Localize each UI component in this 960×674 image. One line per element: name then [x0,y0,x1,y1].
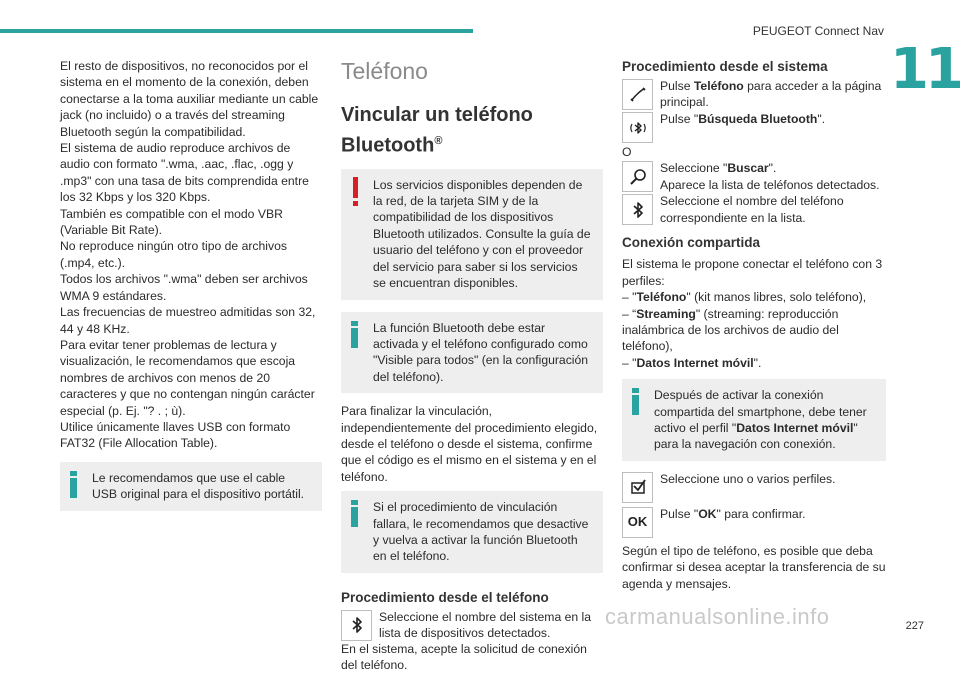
step [622,78,886,111]
bluetooth-search-icon [622,112,653,143]
paragraph: No reproduce ningún otro tipo de archivos (.mp4, etc.). [60,239,287,270]
info-icon [351,500,358,528]
step [622,193,886,226]
step [622,160,886,193]
bluetooth-icon [622,194,653,225]
warning-note [341,169,603,300]
step [622,471,886,504]
column-2 [341,58,603,674]
heading-text: Vincular un teléfono Bluetooth [341,104,533,157]
note-text: Le recomendamos que use el cable USB original para el dispositivo portátil. [92,470,305,502]
paragraph: Todos los archivos ".wma" deben ser archivos WMA 9 estándares. [60,272,308,303]
info-note [341,312,603,394]
paragraph: El sistema le propone conectar el teléfono con 3 perfiles: [622,257,883,288]
checkbox-icon [622,472,653,503]
registered-mark: ® [434,135,443,147]
paragraph: Para finalizar la vinculación, independientemente del procedimiento elegido, desde el teléfono o desde el sistema, confirme que el código es el mismo en el sistema y en el teléfono. [341,404,598,484]
heading-pair-bluetooth [341,102,603,159]
step [341,609,603,642]
info-icon [351,321,358,349]
note-text: Después de activar la conexión compartida del smartphone, debe tener activo el perfil "Datos Internet móvil" para la navegación con conexión. [654,388,867,452]
step-text: Pulse Teléfono para acceder a la página principal. [660,79,882,110]
info-note [60,462,322,511]
step-text: Seleccione el nombre del teléfono correspondiente en la lista. [660,194,844,225]
info-icon [632,388,639,416]
paragraph: En el sistema, acepte la solicitud de conexión del teléfono. [341,641,587,673]
header-bar [0,29,473,33]
info-icon [70,471,77,499]
paragraph: Para evitar tener problemas de lectura y visualización, le recomendamos que escoja nombres de archivos con menos de 20 caracteres y que no contengan ningún carácter especial (p. Ej. "? . ; ù). [60,337,315,418]
warning-text: Los servicios disponibles dependen de la red, de la tarjeta SIM y de la compatibilidad de los dispositivos Bluetooth utilizados. Consulte la guía de usuario del teléfono y con el proveedor del servicio para saber si los servicios se encuentran disponibles. [373,177,591,291]
step [622,111,886,144]
info-note [622,379,886,461]
step-text: Seleccione "Buscar". Aparece la lista de teléfonos detectados. [660,161,880,192]
paragraph: Según el tipo de teléfono, es posible que deba confirmar si desea aceptar la transferencia de su agenda y mensajes. [622,543,886,591]
column-1 [60,58,322,511]
step-text: Pulse "OK" para confirmar. [660,506,806,521]
watermark: carmanualsonline.info [605,604,830,629]
procedure-title: Procedimiento desde el teléfono [341,589,549,605]
note-text: Si el procedimiento de vinculación fallara, le recomendamos que desactive y vuelva a activar la función Bluetooth en el teléfono. [373,500,589,564]
ok-icon: OK [622,507,653,538]
section-title: Teléfono [341,58,428,84]
running-header: PEUGEOT Connect Nav [752,24,884,38]
paragraph: Las frecuencias de muestreo admitidas son 32, 44 y 48 KHz. [60,305,316,336]
note-text: La función Bluetooth debe estar activada y el teléfono configurado como "Visible para todos" (en la configuración del teléfono). [373,320,589,384]
profile-item: – "Teléfono" (kit manos libres, solo teléfono), [622,290,867,305]
step-text: Seleccione uno o varios perfiles. [660,471,836,486]
info-note [341,491,603,573]
or-separator: O [622,145,632,159]
warning-icon [353,177,358,207]
profile-item: – "Datos Internet móvil". [622,355,762,370]
paragraph: El resto de dispositivos, no reconocidos por el sistema en el momento de la conexión, deben conectarse a la toma auxiliar mediante un cable jack (no incluido) o a través del streaming Bluetooth según la compatibilidad. [60,59,319,139]
phone-handset-icon [622,79,653,110]
paragraph: Utilice únicamente llaves USB con formato FAT32 (File Allocation Table). [60,419,291,451]
column-3 [622,58,886,592]
step-text: Pulse "Búsqueda Bluetooth". [660,112,826,126]
section-heading: Conexión compartida [622,235,761,251]
step [622,506,886,539]
bluetooth-icon [341,610,372,641]
paragraph: También es compatible con el modo VBR (Variable Bit Rate). [60,206,283,238]
chapter-number: 11 [890,37,960,102]
step-text: Seleccione el nombre del sistema en la lista de dispositivos detectados. [379,609,592,641]
paragraph: El sistema de audio reproduce archivos de audio con formato ".wma, .aac, .flac, .ogg y .mp3" con una tasa de bits comprendida entre los 32 Kbps y los 320 Kbps. [60,141,309,205]
page-number: 227 [905,620,924,632]
profile-item: – “Streaming" (streaming: reproducción inalámbrica de los archivos de audio del teléfono), [622,306,839,354]
search-icon [622,161,653,192]
procedure-title: Procedimiento desde el sistema [622,59,828,74]
